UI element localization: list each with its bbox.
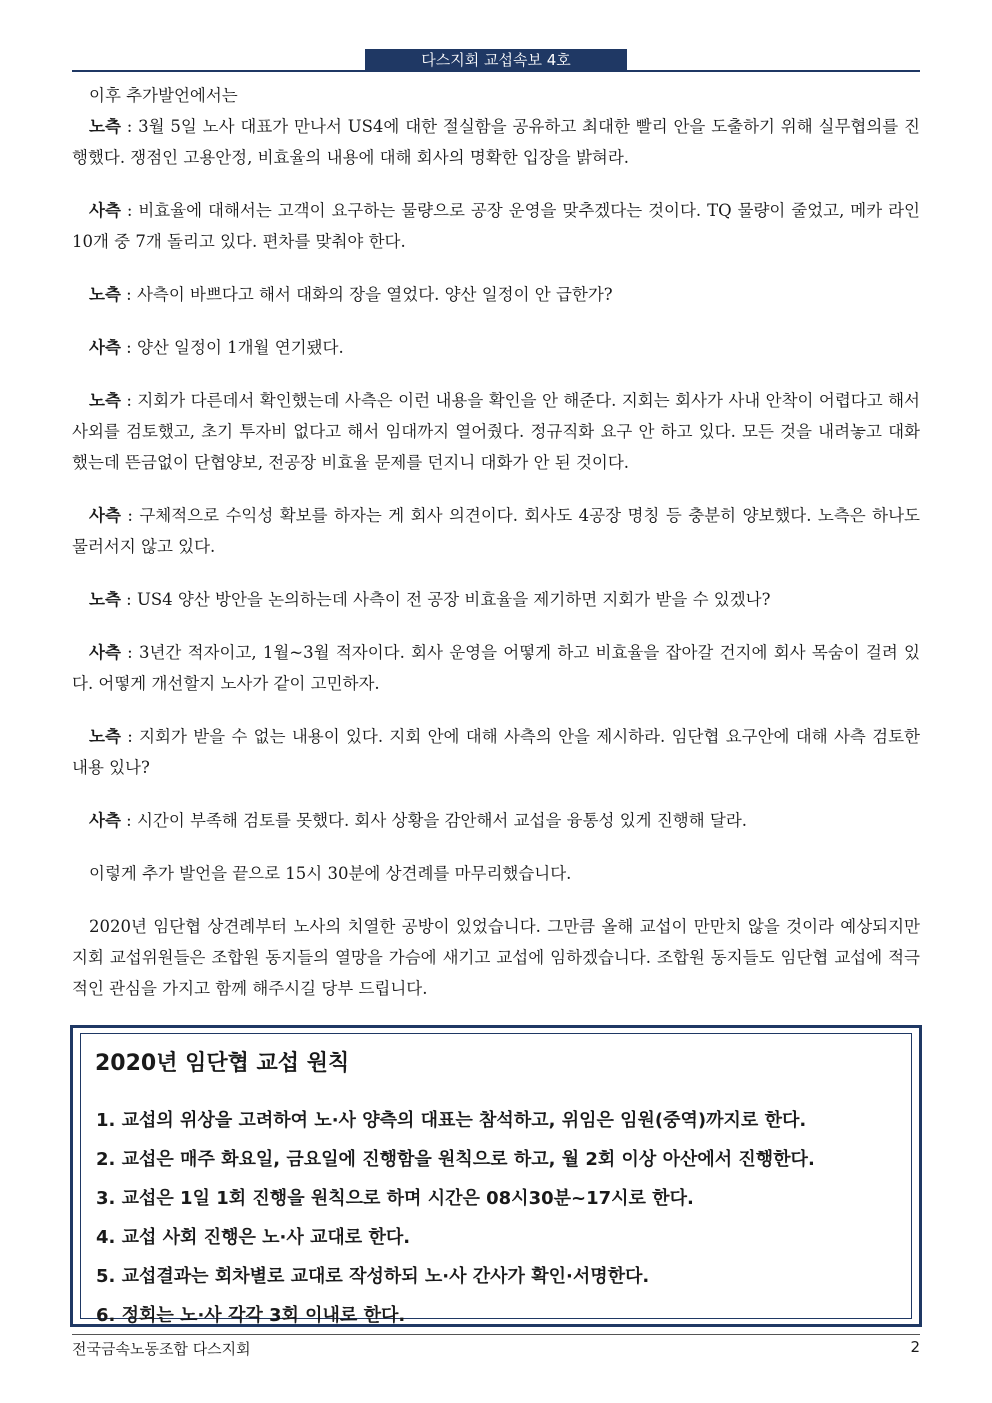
principles-box-inner (80, 1033, 912, 1326)
dialogue-entry (72, 279, 920, 310)
dialogue-entry (72, 195, 920, 257)
speaker-label: 사측 (89, 643, 121, 662)
principles-box (70, 1025, 922, 1327)
speaker-label: 노측 (89, 117, 121, 136)
principle-item: 5. 교섭결과는 회차별로 교대로 작성하되 노·사 간사가 확인·서명한다. (96, 1266, 650, 1287)
speaker-label: 노측 (89, 590, 121, 609)
speaker-label: 사측 (89, 201, 121, 220)
article-body (72, 80, 920, 1026)
principle-item: 1. 교섭의 위상을 고려하여 노·사 양측의 대표는 참석하고, 위임은 임원(중역)까지로 한다. (96, 1110, 807, 1131)
principle-item: 3. 교섭은 1일 1회 진행을 원칙으로 하며 시간은 08시30분~17시로 한다. (96, 1188, 694, 1209)
principle-item: 2. 교섭은 매주 화요일, 금요일에 진행함을 원칙으로 하고, 월 2회 이상 아산에서 진행한다. (96, 1149, 815, 1170)
header-divider (72, 70, 920, 72)
speaker-label: 사측 (89, 506, 121, 525)
closing-text: 이렇게 추가 발언을 끝으로 15시 30분에 상견례를 마무리했습니다. (89, 864, 572, 883)
principles-title: 2020년 임단협 교섭 원칙 (95, 1051, 350, 1076)
speaker-label: 사측 (89, 338, 121, 357)
dialogue-entry (72, 584, 920, 615)
dialogue-text: : 양산 일정이 1개월 연기됐다. (120, 338, 344, 357)
footer-divider (72, 1334, 920, 1335)
speaker-label: 노측 (89, 727, 121, 746)
footer-org: 전국금속노동조합 다스지회 (72, 1340, 251, 1358)
principles-list (96, 1101, 815, 1335)
dialogue-text: : US4 양산 방안을 논의하는데 사측이 전 공장 비효율을 제기하면 지회가 받을 수 있겠나? (120, 590, 771, 609)
principle-item: 6. 정회는 노·사 각각 3회 이내로 한다. (96, 1305, 406, 1326)
speaker-label: 사측 (89, 811, 121, 830)
dialogue-entry (72, 332, 920, 363)
dialogue-text: : 구체적으로 수익성 확보를 하자는 게 회사 의견이다. 회사도 4공장 명칭 등 충분히 양보했다. 노측은 하나도 물러서지 않고 있다. (72, 506, 920, 556)
dialogue-entry (72, 385, 920, 478)
dialogue-text: : 비효율에 대해서는 고객이 요구하는 물량으로 공장 운영을 맞추겠다는 것이다. TQ 물량이 줄었고, 메카 라인 10개 중 7개 돌리고 있다. 편차를 맞춰야 한다. (72, 201, 920, 251)
page-number: 2 (910, 1338, 920, 1356)
dialogue-text: : 3년간 적자이고, 1월~3월 적자이다. 회사 운영을 어떻게 하고 비효율을 잡아갈 건지에 회사 목숨이 걸려 있다. 어떻게 개선할지 노사가 같이 고민하자. (72, 643, 920, 693)
intro-text: 이후 추가발언에서는 (89, 86, 238, 105)
dialogue-text: : 지회가 다른데서 확인했는데 사측은 이런 내용을 확인을 안 해준다. 지회는 회사가 사내 안착이 어렵다고 해서 사외를 검토했고, 초기 투자비 없다고 해서 임대까지 열어줬다. 정규직화 요구 안 하고 있다. 모든 것을 내려놓고 대화했는데 뜬금없이 단협양보, 전공장 비효율 문제를 던지니 대화가 안 된 것이다. (72, 391, 920, 472)
dialogue-text: : 사측이 바쁘다고 해서 대화의 장을 열었다. 양산 일정이 안 급한가? (120, 285, 613, 304)
dialogue-text: : 시간이 부족해 검토를 못했다. 회사 상황을 감안해서 교섭을 융통성 있게 진행해 달라. (120, 811, 748, 830)
dialogue-text: : 3월 5일 노사 대표가 만나서 US4에 대한 절실함을 공유하고 최대한 빨리 안을 도출하기 위해 실무협의를 진행했다. 쟁점인 고용안정, 비효율의 내용에 대해 회사의 명확한 입장을 밝혀라. (72, 117, 920, 167)
dialogue-entry (72, 637, 920, 699)
dialogue-text: : 지회가 받을 수 없는 내용이 있다. 지회 안에 대해 사측의 안을 제시하라. 임단협 요구안에 대해 사측 검토한 내용 있나? (72, 727, 920, 777)
principle-item: 4. 교섭 사회 진행은 노·사 교대로 한다. (96, 1227, 411, 1248)
dialogue-entry (72, 111, 920, 173)
speaker-label: 노측 (89, 285, 121, 304)
dialogue-entry (72, 500, 920, 562)
dialogue-entry (72, 805, 920, 836)
dialogue-entry (72, 721, 920, 783)
speaker-label: 노측 (89, 391, 121, 410)
newsletter-title: 다스지회 교섭속보 4호 (365, 49, 627, 71)
summary-text: 2020년 임단협 상견례부터 노사의 치열한 공방이 있었습니다. 그만큼 올해 교섭이 만만치 않을 것이라 예상되지만 지회 교섭위원들은 조합원 동지들의 열망을 가슴에 새기고 교섭에 임하겠습니다. 조합원 동지들도 임단협 교섭에 적극적인 관심을 가지고 함께 해주시길 당부 드립니다. (72, 917, 920, 998)
